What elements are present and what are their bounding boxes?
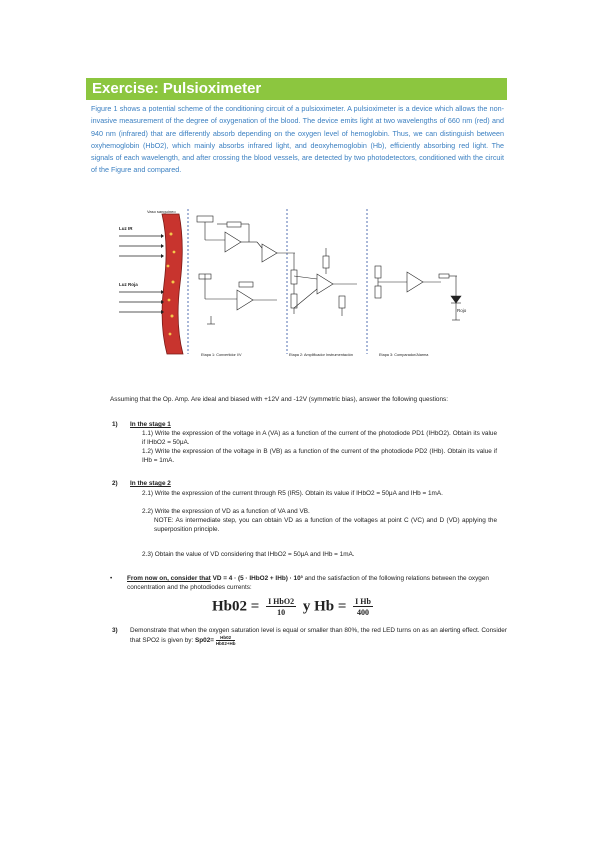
fraction-numerator: I HbO2 bbox=[268, 597, 295, 606]
fraction-numerator: I Hb bbox=[355, 597, 371, 606]
question-number: 1) bbox=[112, 421, 118, 428]
question-item: 2.1) Write the expression of the current through R5 (IR5). Obtain its value if IHbO2 = 50μA and IHb = 1mA. bbox=[142, 490, 443, 497]
bullet-expression: VD = 4 · (5 · IHbO2 + IHb) · 10³ bbox=[212, 575, 303, 582]
fraction-hb bbox=[353, 597, 373, 617]
question-item: 1.2) Write the expression of the voltage in B (VB) as a function of the current of the photodiode PD2 (IHb). Obtain its value if IHb = 1mA. bbox=[142, 448, 497, 464]
bullet-rest: and the satisfaction of the following relations between the oxygen concentration and the photodiodes currents: bbox=[127, 575, 489, 591]
fraction-denominator: 10 bbox=[277, 608, 286, 617]
red-light-label: Luz Roja bbox=[119, 282, 138, 287]
bullet-lead: From now on, consider that bbox=[127, 575, 211, 582]
question-item: 2.2) Write the expression of VD as a function of VA and VB. bbox=[142, 508, 310, 515]
stage-heading: In the stage 2 bbox=[130, 480, 171, 487]
blood-vessel bbox=[162, 214, 183, 354]
question-text: Demonstrate that when the oxygen saturation level is equal or smaller than 80%, the red LED turns on as an alerting effect. Consider that SPO2 is given by: bbox=[130, 627, 507, 645]
intro-paragraph: Figure 1 shows a potential scheme of the conditioning circuit of a pulsioximeter. A pulsioximeter is a device which allows the non-invasive measurement of the degree of oxygenation of the blood. The device emits light at two wavelengths of 660 nm (red) and 940 nm (infrared) that are differently absorb depending on the oxygen level of hemoglobin. Thus, we can distinguish between oxyhemoglobin (HbO2), which mainly absorbs infrared light, and deoxyhemoglobin (Hb), efficiently absorbing red light. The signals of each wavelength, and after crossing the blood vessels, are detected by two photodetectors, conditioned with the circuit of the Figure and compared. bbox=[91, 104, 504, 175]
stage1-caption: Etapa 1: Convertidor I/V bbox=[201, 353, 242, 357]
spo2-fraction bbox=[216, 635, 236, 646]
stage2-circuit bbox=[257, 242, 357, 316]
stage3-circuit bbox=[375, 266, 461, 320]
question-number: 2) bbox=[112, 480, 118, 487]
spo2-label: Sp02= bbox=[195, 637, 215, 645]
led-label: Rojo bbox=[457, 308, 467, 313]
hbo2-label: Hb02 = bbox=[212, 598, 260, 615]
fraction-denominator: Hb02+Hb bbox=[215, 641, 236, 646]
vessel-label: Vaso sanguíneo bbox=[147, 209, 176, 214]
hb-label: y Hb = bbox=[302, 598, 347, 615]
fraction-numerator: Hb02 bbox=[216, 635, 236, 641]
exercise-title: Exercise: Pulsioximeter bbox=[86, 78, 507, 100]
fraction-hbo2 bbox=[266, 597, 296, 617]
question-item: 1.1) Write the expression of the voltage in A (VA) as a function of the current of the photodiode PD1 (IHbO2). Obtain its value if IHbO2 = 50μA. bbox=[142, 430, 497, 446]
circuit-figure bbox=[117, 204, 487, 362]
fraction-denominator: 400 bbox=[357, 608, 370, 617]
assumption-paragraph: Assuming that the Op. Amp. Are ideal and biased with +12V and -12V (symmetric bias), answer the following questions: bbox=[110, 396, 448, 403]
stage3-caption: Etapa 3: Comparador/Alarma bbox=[379, 353, 429, 357]
stage2-caption: Etapa 2: Amplificador Instrumentación bbox=[289, 353, 353, 357]
note-text: NOTE: As intermediate step, you can obtain VD as a function of the voltages at point C (VC) and D (VD) applying the superposition principle. bbox=[154, 517, 497, 533]
relations-formula bbox=[212, 597, 376, 617]
question-item: 2.3) Obtain the value of VD considering that IHbO2 = 50μA and IHb = 1mA. bbox=[142, 551, 355, 558]
bullet-icon: • bbox=[110, 575, 113, 582]
question-number: 3) bbox=[112, 627, 118, 634]
stage-heading: In the stage 1 bbox=[130, 421, 171, 428]
ir-light-label: Luz IR bbox=[119, 226, 133, 231]
stage1-circuit bbox=[197, 216, 277, 324]
